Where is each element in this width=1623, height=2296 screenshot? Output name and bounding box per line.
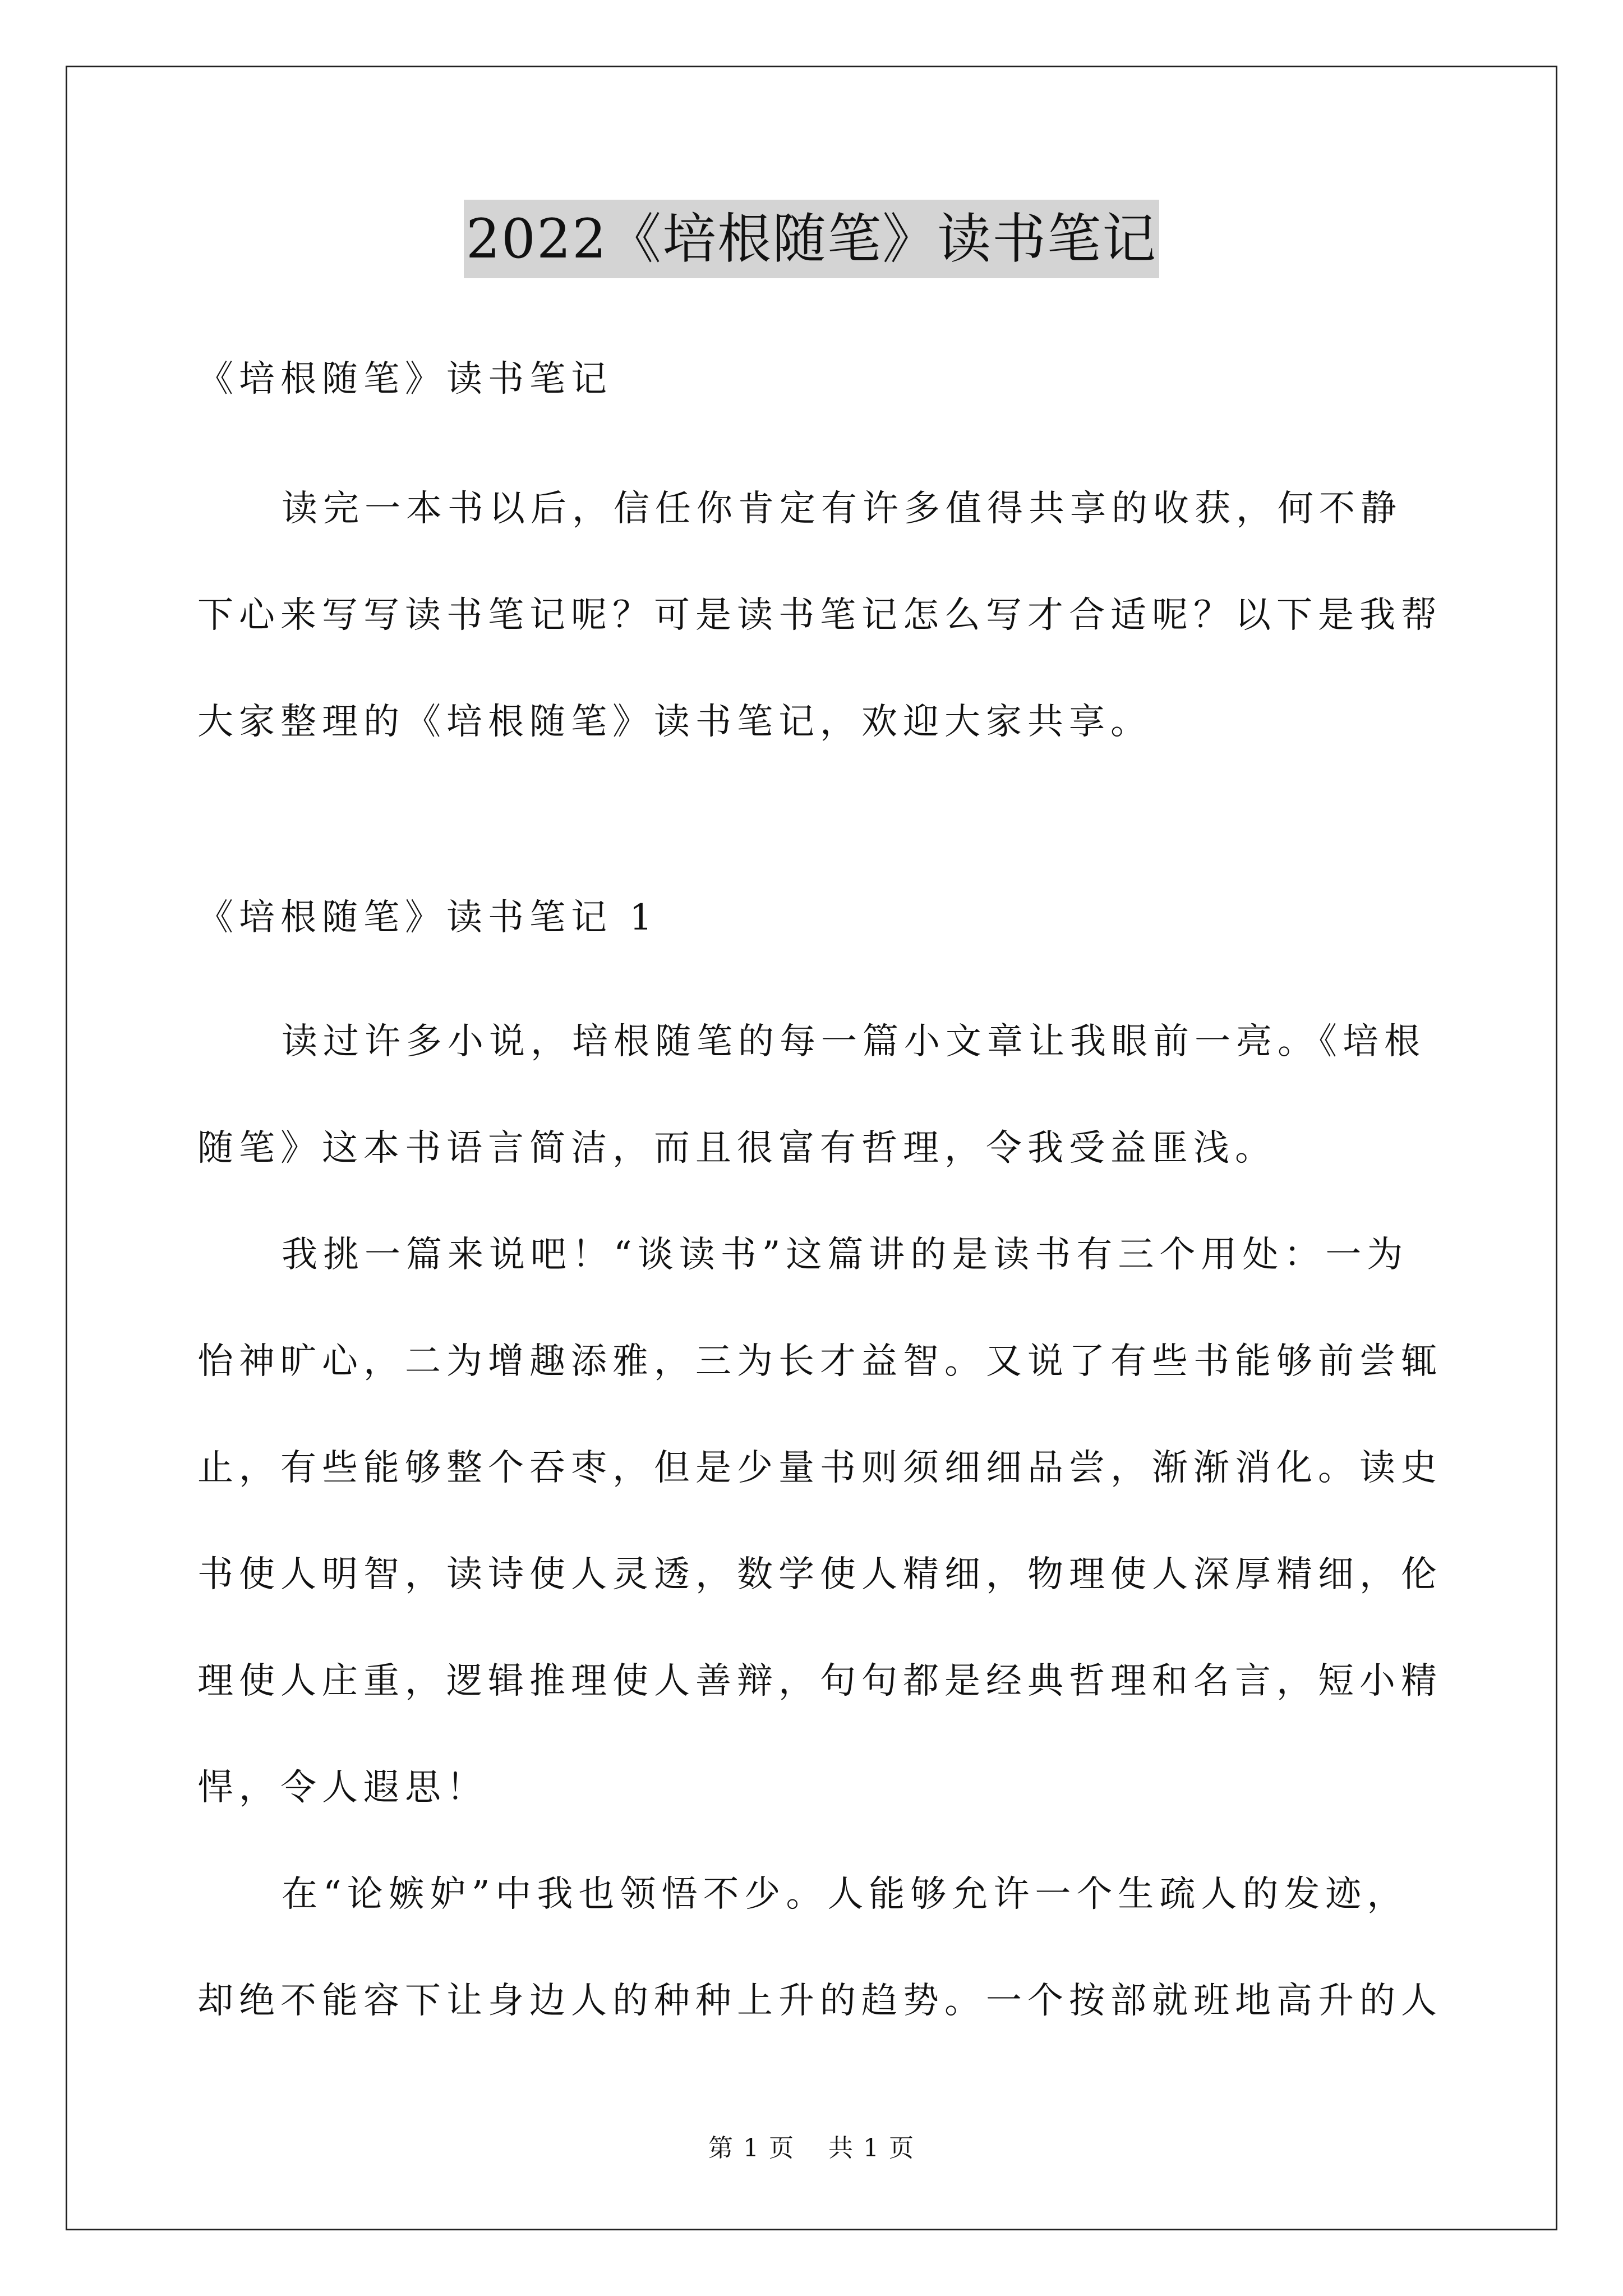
intro-section	[197, 455, 1442, 775]
document-title: 2022《培根随笔》读书笔记	[464, 200, 1159, 278]
body-paragraph: 读过许多小说，培根随笔的每一篇小文章让我眼前一亮。《培根随笔》这本书语言简洁，而且很富有哲理，令我受益匪浅。	[197, 1021, 1426, 1169]
body-paragraph: 我挑一篇来说吧！“谈读书”这篇讲的是读书有三个用处：一为怡神旷心，二为增趣添雅，三为长才益智。又说了有些书能够前尝辄止，有些能够整个吞枣，但是少量书则须细细品尝，渐渐消化。读史书使人明智，读诗使人灵透，数学使人精细，物理使人深厚精细，伦理使人庄重，逻辑推理使人善辩，句句都是经典哲理和名言，短小精悍，令人遐思！	[197, 1234, 1442, 1809]
body-paragraph: 在“论嫉妒”中我也领悟不少。人能够允许一个生疏人的发迹，却绝不能容下让身边人的种种上升的趋势。一个按部就班地高升的人	[197, 1874, 1442, 2022]
page-footer	[0, 2132, 1623, 2165]
title-container	[0, 200, 1623, 278]
document-subtitle: 《培根随笔》读书笔记	[197, 358, 612, 400]
section-heading: 《培根随笔》读书笔记 1	[197, 897, 658, 938]
page-number: 第 1 页	[708, 2134, 795, 2162]
intro-paragraph: 读完一本书以后，信任你肯定有许多值得共享的收获，何不静下心来写写读书笔记呢？可是读书笔记怎么写才合适呢？以下是我帮大家整理的《培根随笔》读书笔记，欢迎大家共享。	[197, 488, 1442, 743]
page-total: 共 1 页	[828, 2134, 915, 2162]
body-section	[197, 988, 1442, 2054]
